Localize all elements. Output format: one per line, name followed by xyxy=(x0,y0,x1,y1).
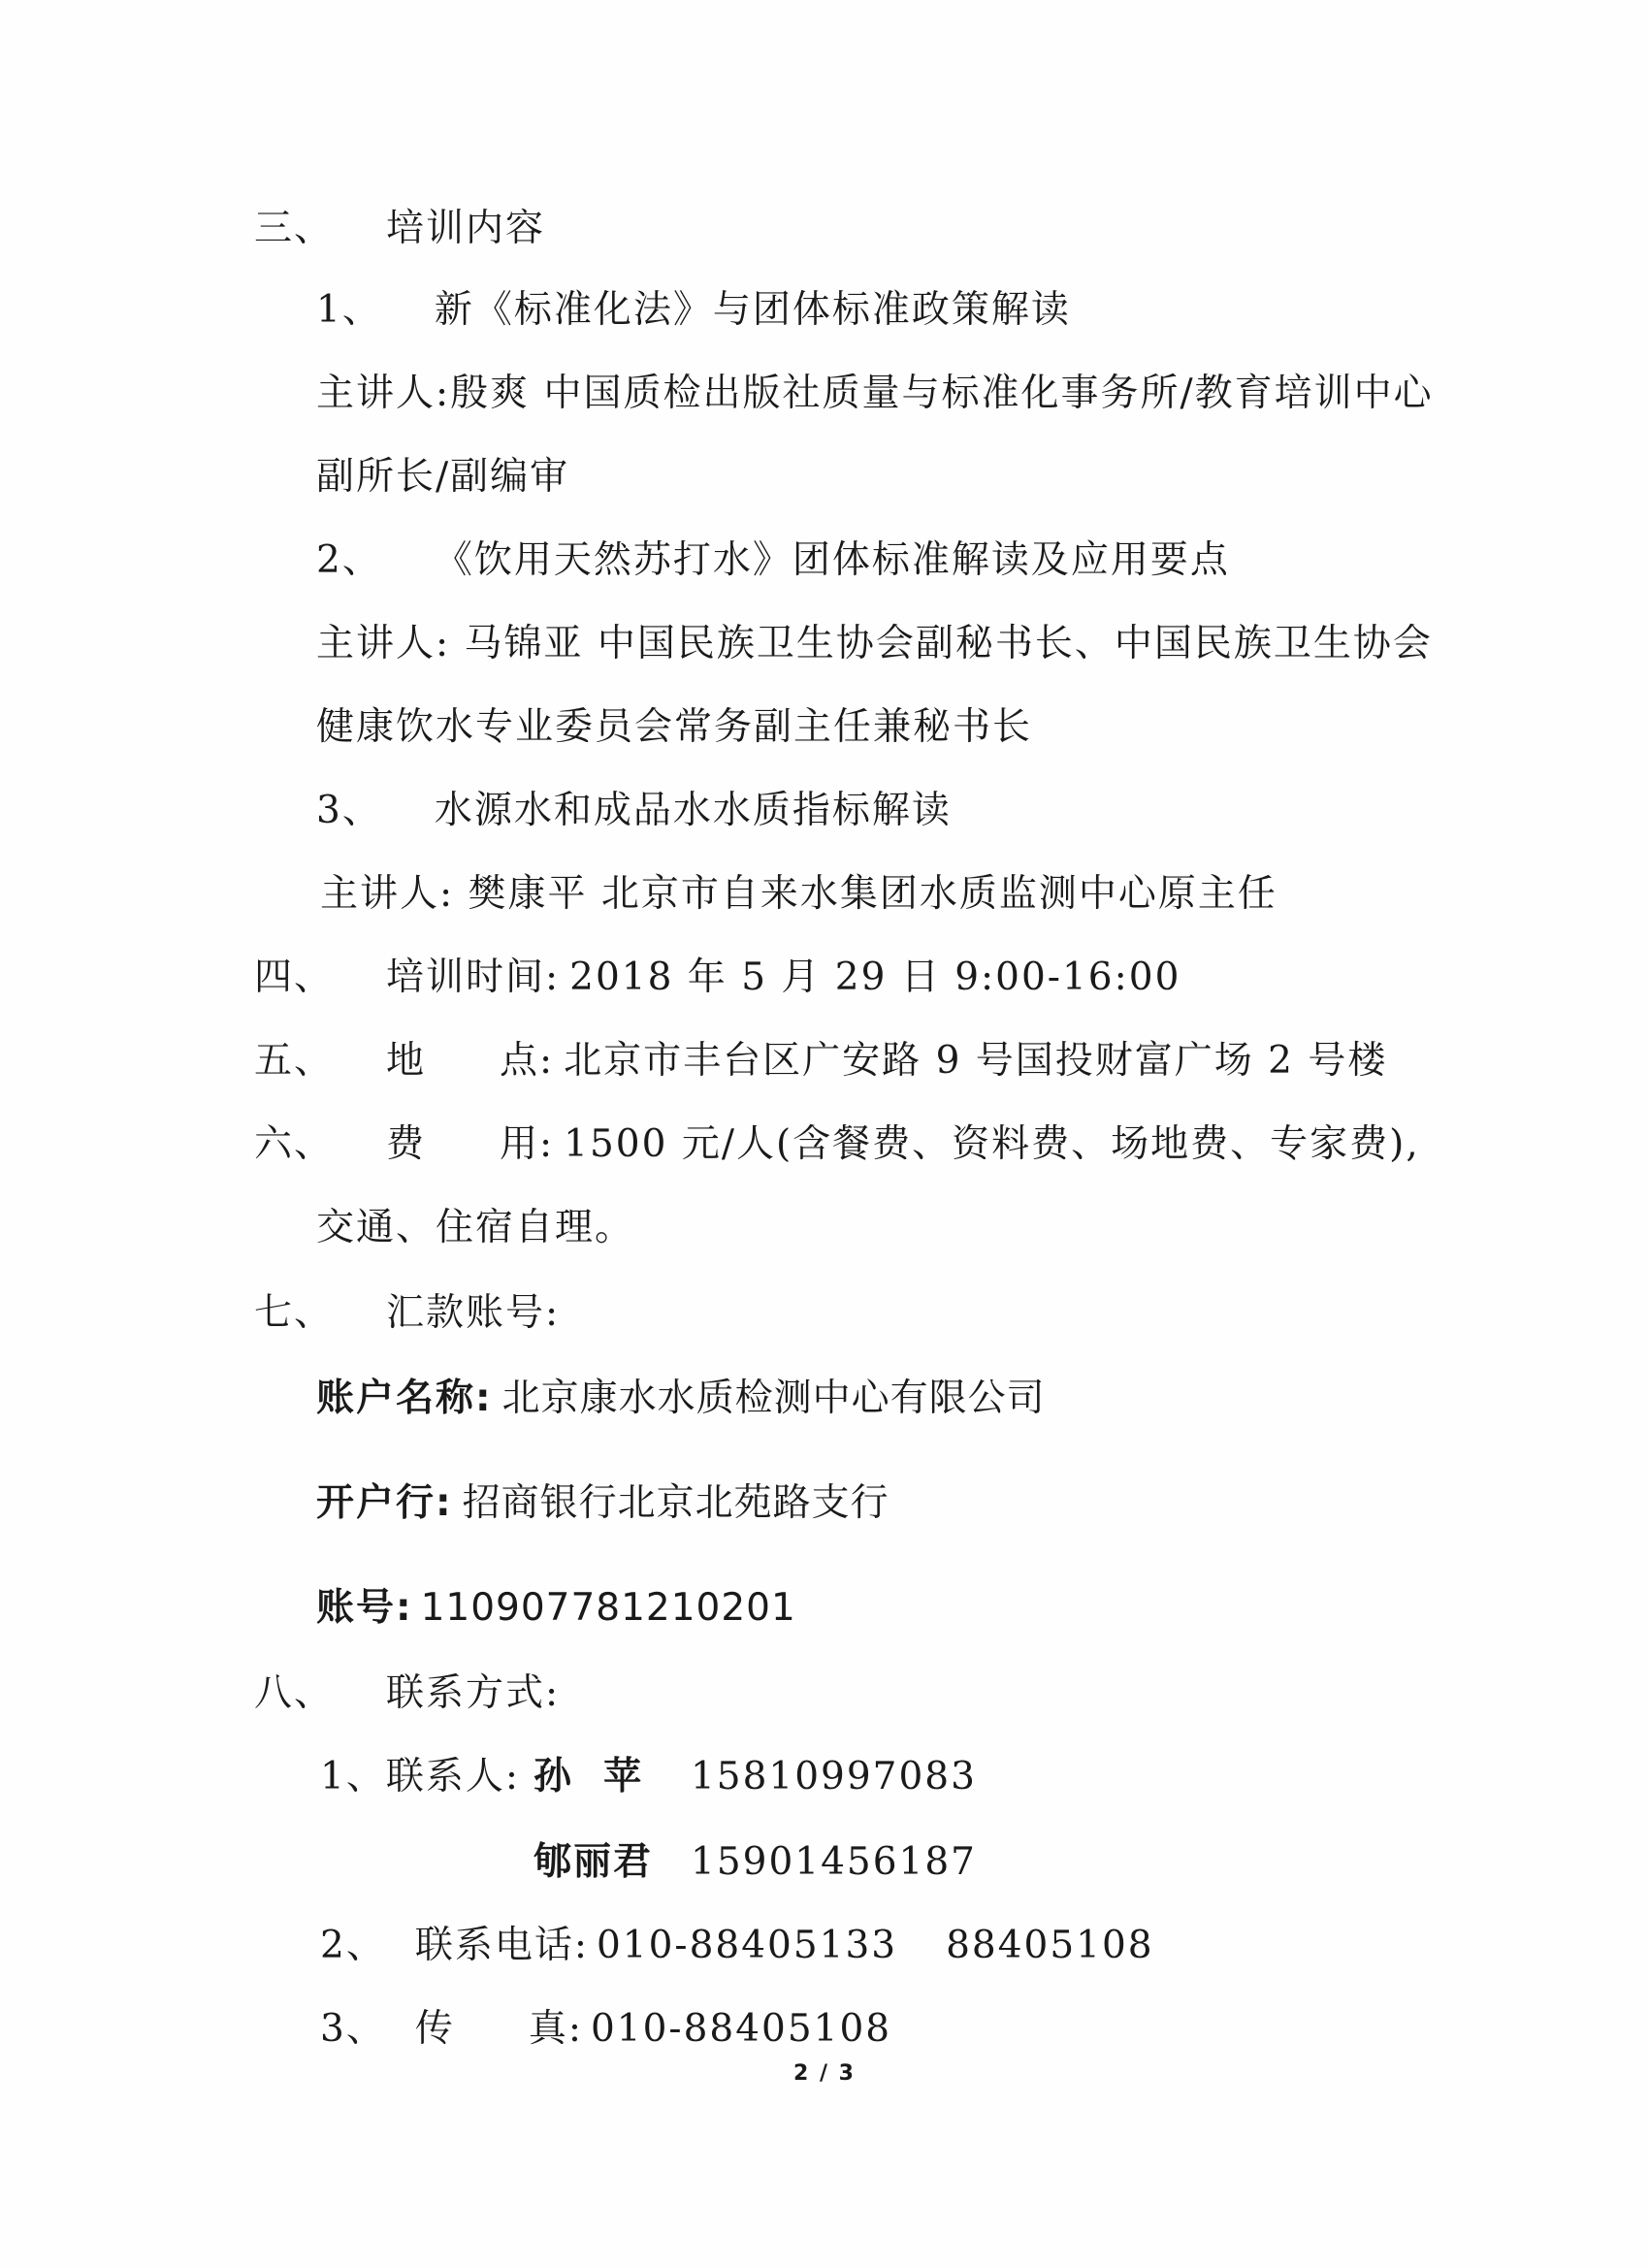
item-title: 新《标准化法》与团体标准政策解读 xyxy=(434,288,1071,332)
page-number: 2 / 3 xyxy=(793,2061,856,2086)
item-3-speaker: 主讲人: 樊康平 北京市自来水集团水质监测中心原主任 xyxy=(320,872,1277,916)
section-title: 联系方式: xyxy=(386,1671,561,1715)
item-2-title xyxy=(316,537,1230,584)
section-6-line xyxy=(254,1121,1420,1168)
section-marker: 三、 xyxy=(254,207,335,250)
item-title: 《饮用天然苏打水》团体标准解读及应用要点 xyxy=(434,538,1230,582)
section-title: 汇款账号: xyxy=(386,1291,561,1335)
section-7-heading xyxy=(254,1290,560,1337)
account-name-value: 北京康水水质检测中心有限公司 xyxy=(501,1377,1046,1420)
contact-person-label: 1、联系人: xyxy=(320,1755,520,1798)
section-marker: 七、 xyxy=(254,1291,335,1335)
training-time-label: 培训时间: xyxy=(386,956,561,999)
contact-fax-line xyxy=(320,2006,891,2053)
tel-value-2: 88405108 xyxy=(946,1924,1154,1967)
section-marker: 八、 xyxy=(254,1671,335,1715)
tel-value-1: 010-88405133 xyxy=(596,1924,898,1967)
fax-value: 010-88405108 xyxy=(590,2007,892,2051)
item-number: 2、 xyxy=(320,1924,386,1967)
account-number-value: 110907781210201 xyxy=(420,1586,796,1630)
account-number-label: 账号: xyxy=(316,1586,413,1630)
section-title: 培训内容 xyxy=(386,207,546,250)
section-3-heading xyxy=(254,206,545,252)
location-label-b: 点: xyxy=(500,1039,555,1083)
section-8-heading xyxy=(254,1670,560,1717)
account-name-label: 账户名称: xyxy=(316,1377,493,1420)
contact-name: 孙 苹 xyxy=(533,1755,644,1798)
contact-tel-line xyxy=(320,1923,1154,1969)
location-label-a: 地 xyxy=(386,1039,427,1083)
section-4-line xyxy=(254,955,1180,1001)
item-2-speaker: 主讲人: 马锦亚 中国民族卫生协会副秘书长、中国民族卫生协会 xyxy=(316,622,1433,665)
item-title: 水源水和成品水水质指标解读 xyxy=(434,789,952,832)
item-1-speaker: 主讲人:殷爽 中国质检出版社质量与标准化事务所/教育培训中心 xyxy=(316,372,1434,415)
bank-line xyxy=(316,1480,889,1527)
contact-name: 郇丽君 xyxy=(534,1840,654,1884)
fax-label-b: 真: xyxy=(528,2007,583,2051)
bank-value: 招商银行北京北苑路支行 xyxy=(462,1481,889,1525)
contact-person-line-2 xyxy=(534,1839,977,1886)
item-2-speaker-cont: 健康饮水专业委员会常务副主任兼秘书长 xyxy=(316,705,1033,749)
location-value: 北京市丰台区广安路 9 号国投财富广场 2 号楼 xyxy=(564,1039,1388,1083)
item-number: 1、 xyxy=(316,288,382,332)
fee-label-b: 用: xyxy=(500,1122,555,1166)
section-marker: 六、 xyxy=(254,1122,335,1166)
fax-label-a: 传 xyxy=(414,2007,455,2051)
tel-label: 联系电话: xyxy=(414,1924,589,1967)
bank-label: 开户行: xyxy=(316,1481,453,1525)
fee-label-a: 费 xyxy=(386,1122,427,1166)
contact-phone: 15810997083 xyxy=(690,1755,977,1798)
account-name-line xyxy=(316,1376,1046,1422)
contact-phone: 15901456187 xyxy=(691,1840,977,1884)
fee-note: 交通、住宿自理。 xyxy=(316,1206,635,1249)
section-5-line xyxy=(254,1038,1387,1085)
contact-person-line xyxy=(320,1754,977,1800)
item-number: 3、 xyxy=(316,789,382,832)
item-number: 3、 xyxy=(320,2007,386,2051)
item-3-title xyxy=(316,788,952,834)
account-number-line xyxy=(316,1585,796,1632)
item-1-title xyxy=(316,287,1071,334)
training-time-value: 2018 年 5 月 29 日 9:00-16:00 xyxy=(569,956,1181,999)
section-marker: 五、 xyxy=(254,1039,335,1083)
item-1-speaker-cont: 副所长/副编审 xyxy=(316,455,570,499)
item-number: 2、 xyxy=(316,538,382,582)
fee-value: 1500 元/人(含餐费、资料费、场地费、专家费), xyxy=(564,1122,1420,1166)
section-marker: 四、 xyxy=(254,956,335,999)
